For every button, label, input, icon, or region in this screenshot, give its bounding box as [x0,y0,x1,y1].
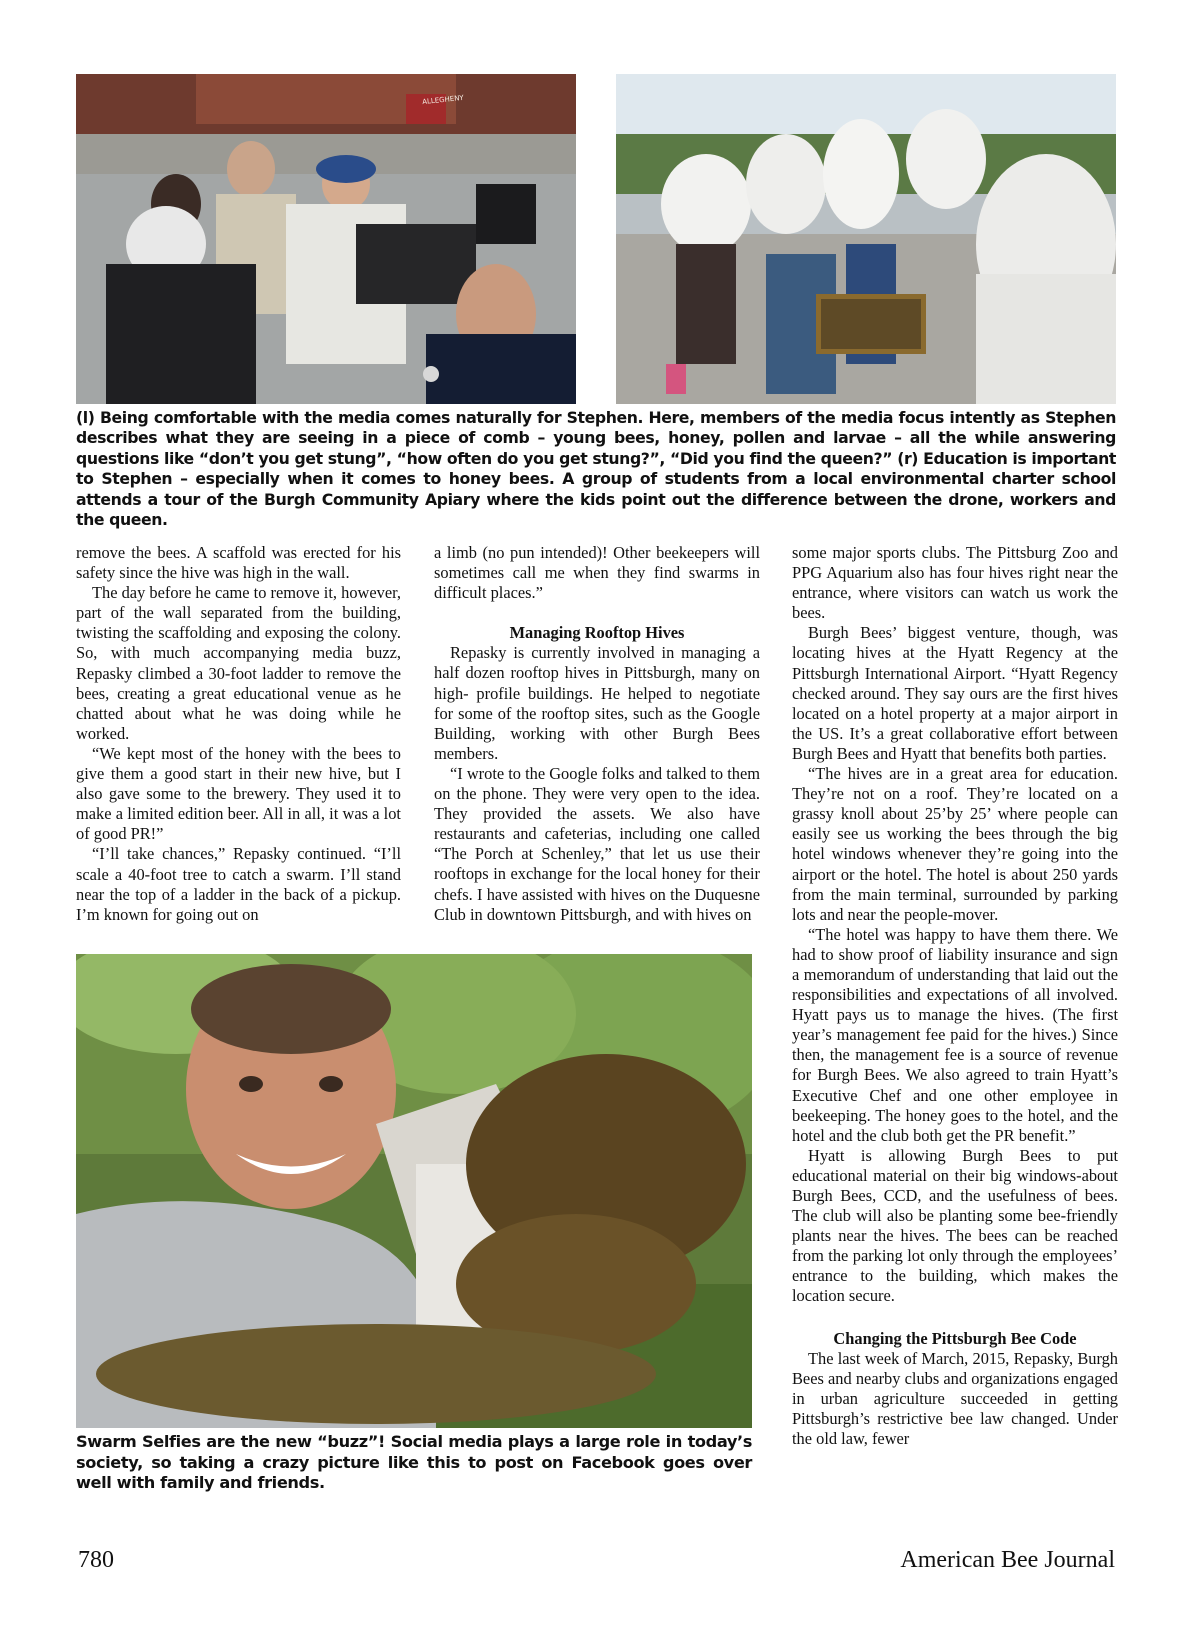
article-column-3 [792,543,1118,1449]
journal-name: American Bee Journal [900,1547,1115,1573]
photo-sign: ALLEGHENY [421,93,465,107]
paragraph: “The hives are in a great area for education. They’re not on a roof. They’re located on a grassy knoll about 25’by 25’ where people can easily see us working the bees through the big hotel windows whenever they’re going into the airport or the hotel. The hotel is about 250 yards from the main terminal, surrounded by parking lots and near the people-mover. [792,764,1118,924]
paragraph: “We kept most of the honey with the bees to give them a good start in their new hive, but I also gave some to the brewery. They used it to make a limited edition beer. All in all, it was a lot of good PR!” [76,743,401,844]
paragraph: a limb (no pun intended)! Other beekeepers will sometimes call me when they find swarms in difficult places.” [434,543,760,603]
section-heading-rooftop-hives: Managing Rooftop Hives [509,623,685,643]
paragraph: The day before he came to remove it, however, part of the wall separated from the building, twisting the scaffolding and exposing the colony. So, with much accompanying media buzz, Repasky climbed a 30-foot ladder to remove the bees, creating a great educational venue as he chatted about what he was doing while he worked. [76,583,401,743]
paragraph: some major sports clubs. The Pittsburg Zoo and PPG Aquarium also has four hives right near the entrance, where visitors can watch us work the bees. [792,543,1118,623]
paragraph: “I’ll take chances,” Repasky continued. “I’ll scale a 40-foot tree to catch a swarm. I’ll stand near the top of a ladder in the back of a pickup. I’m known for going out on [76,844,401,924]
photo-swarm-selfie [76,954,752,1428]
paragraph: “The hotel was happy to have them there. We had to show proof of liability insurance and sign a memorandum of understanding that laid out the responsibilities and expectations of all involved. Hyatt pays us to manage the hives. (The first year’s management fee paid for the hives.) Since then, the management fee is a source of revenue for Burgh Bees. We also agreed to train Hyatt’s Executive Chef and one other employee in beekeeping. The honey goes to the hotel, and the hotel and the club both get the PR benefit.” [792,924,1118,1145]
top-photo-caption: (l) Being comfortable with the media comes naturally for Stephen. Here, members of the media focus intently as Stephen describes what they are seeing in a piece of comb – young bees, honey, pollen and larvae – all the while answering questions like “don’t you get stung”, “how often do you get stung?”, “Did you find the queen?” (r) Education is important to Stephen – especially when it comes to honey bees. A group of students from a local environmental charter school attends a tour of the Burgh Community Apiary where the kids point out the difference between the drone, workers and the queen. [76,408,1117,530]
article-column-2 [434,543,760,925]
page-number: 780 [78,1547,114,1573]
photo-students-apiary [616,74,1116,404]
paragraph: Hyatt is allowing Burgh Bees to put educational material on their big windows-about Burgh Bees, CCD, and the usefulness of bees. The club will also be planting some bee-friendly plants near the hives. The bees can be reached from the parking lot only through the employees’ entrance to the building, which makes the location secure. [792,1145,1118,1306]
photo-media-crowd [76,74,576,404]
section-heading-bee-code: Changing the Pittsburgh Bee Code [833,1328,1077,1348]
paragraph: remove the bees. A scaffold was erected for his safety since the hive was high in the wall. [76,543,401,583]
selfie-photo-caption: Swarm Selfies are the new “buzz”! Social media plays a large role in today’s society, so taking a crazy picture like this to post on Facebook goes over well with family and friends. [76,1432,752,1493]
paragraph: “I wrote to the Google folks and talked to them on the phone. They were very open to the idea. They provided the assets. We also have restaurants and cafeterias, including one called “The Porch at Schenley,” that let us use their rooftops in exchange for the local honey for their chefs. I have assisted with hives on the Duquesne Club in downtown Pittsburgh, and with hives on [434,763,760,924]
paragraph: Burgh Bees’ biggest venture, though, was locating hives at the Hyatt Regency at the Pittsburgh International Airport. “Hyatt Regency checked around. They say ours are the first hives located on a hotel property at a major airport in the US. It’s a great collaborative effort between Burgh Bees and Hyatt that benefits both parties. [792,623,1118,763]
article-column-1 [76,543,401,925]
paragraph: Repasky is currently involved in managing a half dozen rooftop hives in Pittsburgh, many on high- profile buildings. He helped to negotiate for some of the rooftop sites, such as the Google Building, working with other Burgh Bees members. [434,643,760,763]
paragraph: The last week of March, 2015, Repasky, Burgh Bees and nearby clubs and organizations engaged in urban agriculture succeeded in getting Pittsburgh’s restrictive bee law changed. Under the old law, fewer [792,1348,1118,1449]
